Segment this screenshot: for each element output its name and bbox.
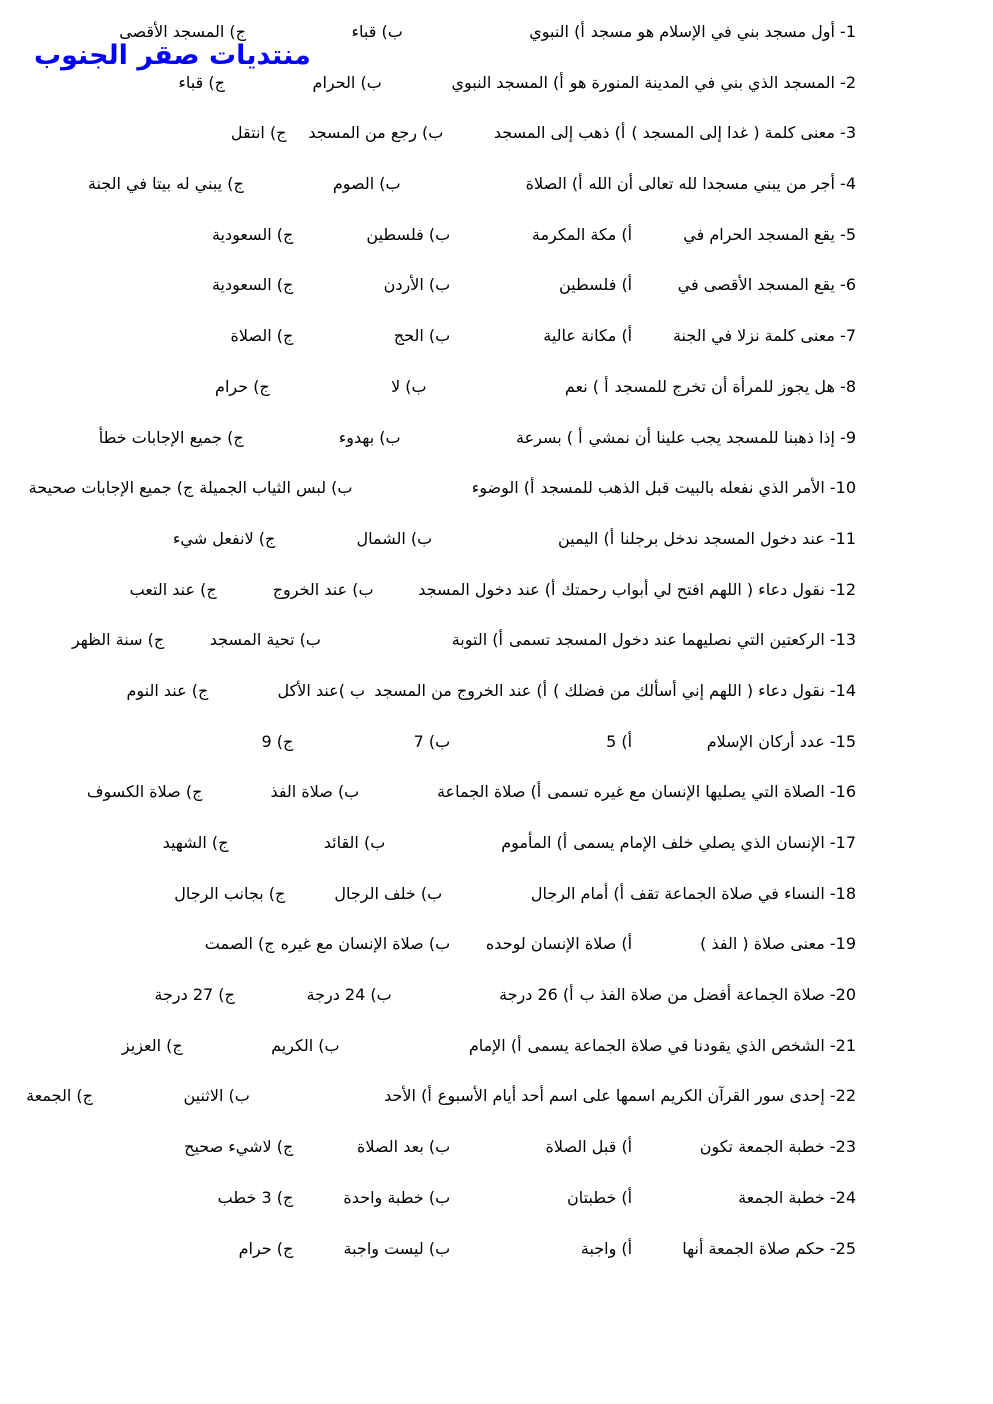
option-c: ج) صلاة الكسوف	[86, 782, 203, 802]
option-b: ب) لبس الثياب الجميلة	[199, 478, 353, 498]
option-b: ب) 7	[413, 731, 451, 751]
option-c: ج) لاشيء صحيح	[184, 1137, 294, 1157]
option-c: ج) المسجد الأقصى	[119, 22, 246, 41]
question-row	[18, 579, 856, 630]
option-a: أ) النبوي	[529, 22, 585, 41]
option-c: ج) 3 خطب	[217, 1187, 294, 1207]
option-b: ب) الكريم	[271, 1035, 340, 1055]
option-c: ج) السعودية	[211, 224, 294, 244]
option-a: أ) اليمين	[557, 528, 615, 548]
question-text: 10- الأمر الذي نفعله بالبيت قبل الذهب للمسجد	[540, 478, 856, 498]
option-a: أ) ذهب إلى المسجد	[493, 123, 626, 143]
question-row	[18, 477, 856, 528]
option-a: أ) خطبتان	[567, 1187, 633, 1207]
option-c: ج) يبني له بيتا في الجنة	[87, 174, 244, 194]
option-b: ب) لا	[391, 376, 427, 396]
option-a: أ) مكة المكرمة	[531, 224, 633, 244]
question-text: 13- الركعتين التي نصليهما عند دخول المسجد تسمى	[508, 630, 856, 650]
option-c: ج) بجانب الرجال	[174, 883, 286, 903]
option-a: أ) المأموم	[501, 833, 568, 852]
option-c: ج) لانفعل شيء	[172, 528, 276, 548]
question-text: 3- معنى كلمة ( غدا إلى المسجد )	[631, 123, 856, 143]
option-a: أ ) نعم	[564, 376, 609, 396]
option-b: ب) ليست واجبة	[343, 1238, 451, 1258]
question-text: 21- الشخص الذي يقودنا في صلاة الجماعة يسمى	[527, 1035, 856, 1055]
option-c: ج) انتقل	[230, 123, 287, 143]
option-c: ج) عند التعب	[129, 579, 217, 599]
option-a: أ) صلاة الإنسان لوحده	[485, 934, 633, 954]
option-b: ب )عند الأكل	[277, 680, 366, 700]
option-b: ب) الاثنين	[183, 1086, 250, 1106]
question-row	[18, 427, 856, 478]
question-row	[18, 274, 856, 325]
question-text: 1- أول مسجد بني في الإسلام هو مسجد	[590, 22, 856, 41]
question-row	[18, 984, 856, 1035]
question-text: 9- إذا ذهبنا للمسجد يجب علينا أن نمشي	[588, 427, 856, 447]
question-row	[18, 731, 856, 782]
option-a: أ ) بسرعة	[515, 427, 583, 447]
option-b: ب) بهدوء	[338, 427, 401, 447]
question-text: 17- الإنسان الذي يصلي خلف الإمام يسمى	[573, 833, 856, 852]
option-c: ج) 27 درجة	[154, 985, 235, 1005]
option-a: أ) عند دخول المسجد	[418, 579, 556, 599]
question-row	[18, 680, 856, 731]
question-text: 18- النساء في صلاة الجماعة تقف	[630, 883, 856, 903]
option-c: ج) السعودية	[211, 275, 294, 295]
question-row	[18, 528, 856, 579]
option-a: أ) واجبة	[580, 1238, 633, 1258]
option-c: ج) 9	[261, 731, 294, 751]
option-c: ج) عند النوم	[126, 680, 209, 700]
option-b: ب) صلاة الإنسان مع غيره	[280, 934, 451, 954]
question-row	[18, 1035, 856, 1086]
option-b: ب) تحية المسجد	[209, 630, 321, 650]
option-a: أ) الإمام	[468, 1035, 522, 1055]
question-text: 20- صلاة الجماعة أفضل من صلاة الفذ ب	[579, 985, 856, 1005]
option-a: أ) الصلاة	[525, 174, 583, 194]
option-b: ب) الحرام	[312, 72, 382, 92]
question-text: 19- معنى صلاة ( الفذ )	[700, 934, 856, 954]
option-a: أ) عند الخروج من المسجد	[374, 680, 548, 700]
option-c: ج) جميع الإجابات خطأ	[98, 427, 244, 447]
question-text: 23- خطبة الجمعة تكون	[699, 1137, 856, 1157]
question-text: 24- خطبة الجمعة	[738, 1187, 856, 1207]
option-a: أ) المسجد النبوي	[451, 72, 564, 92]
question-row	[18, 1238, 856, 1289]
question-row	[18, 173, 856, 224]
option-b: ب) الصوم	[332, 174, 401, 194]
option-a: أ) 5	[606, 731, 633, 751]
option-b: ب) قباء	[351, 22, 403, 41]
question-text: 22- إحدى سور القرآن الكريم اسمها على اسم أحد أيام الأسبوع	[437, 1086, 856, 1106]
question-text: 5- يقع المسجد الحرام في	[683, 224, 856, 244]
option-a: أ) التوبة	[451, 630, 503, 650]
option-c: ج) حرام	[238, 1238, 294, 1258]
option-b: ب) فلسطين	[366, 224, 451, 244]
question-text: 25- حكم صلاة الجمعة أنها	[682, 1238, 856, 1258]
option-b: ب) الحج	[393, 326, 451, 346]
question-text: 12- نقول دعاء ( اللهم افتح لي أبواب رحمتك	[561, 579, 856, 599]
option-b: ب) بعد الصلاة	[356, 1137, 451, 1157]
option-a: أ) صلاة الجماعة	[436, 782, 542, 802]
question-row	[18, 933, 856, 984]
question-text: 8- هل يجوز للمرأة أن تخرج للمسجد	[614, 376, 856, 396]
option-c: ج) قباء	[178, 72, 225, 92]
option-b: ب) الأردن	[383, 275, 451, 295]
option-a: أ) فلسطين	[559, 275, 633, 295]
option-b: ب) القائد	[323, 833, 386, 852]
question-text: 16- الصلاة التي يصليها الإنسان مع غيره تسمى	[547, 782, 856, 802]
option-b: ب) الشمال	[356, 528, 433, 548]
option-a: أ) أمام الرجال	[530, 883, 625, 903]
question-row	[18, 122, 856, 173]
option-c: ج) الجمعة	[26, 1086, 93, 1106]
question-row	[18, 832, 856, 883]
question-row	[18, 224, 856, 275]
option-a: أ) مكانة عالية	[543, 326, 633, 346]
option-a: أ) الوضوء	[471, 478, 535, 498]
question-row	[18, 883, 856, 934]
question-text: 15- عدد أركان الإسلام	[706, 731, 856, 751]
option-b: ب) صلاة الفذ	[270, 782, 360, 802]
option-b: ب) خلف الرجال	[334, 883, 443, 903]
option-a: أ) الأحد	[384, 1086, 432, 1106]
forum-watermark: منتديات صقر الجنوب	[34, 40, 311, 71]
question-row	[18, 325, 856, 376]
question-row	[18, 1187, 856, 1238]
question-row	[18, 629, 856, 680]
question-row	[18, 1136, 856, 1187]
option-b: ب) 24 درجة	[306, 985, 392, 1005]
question-text: 2- المسجد الذي بني في المدينة المنورة هو	[569, 72, 856, 92]
option-c: ج) العزيز	[121, 1035, 183, 1055]
option-c: ج) حرام	[215, 376, 270, 396]
question-row	[18, 72, 856, 123]
question-row	[18, 781, 856, 832]
question-text: 14- نقول دعاء ( اللهم إني أسألك من فضلك )	[553, 680, 856, 700]
option-b: ب) رجع من المسجد	[308, 123, 444, 143]
option-a: أ) 26 درجة	[499, 985, 574, 1005]
option-c: ج) الصلاة	[230, 326, 294, 346]
option-a: أ) قبل الصلاة	[545, 1137, 633, 1157]
option-c: ج) جميع الإجابات صحيحة	[28, 478, 194, 498]
question-text: 7- معنى كلمة نزلا في الجنة	[672, 326, 856, 346]
question-text: 11- عند دخول المسجد ندخل برجلنا	[620, 528, 856, 548]
option-c: ج) سنة الظهر	[71, 630, 165, 650]
option-b: ب) خطبة واحدة	[343, 1187, 451, 1207]
question-text: 4- أجر من يبني مسجدا لله تعالى أن الله	[588, 174, 856, 194]
option-b: ب) عند الخروج	[272, 579, 374, 599]
question-row	[18, 376, 856, 427]
option-c: ج) الشهيد	[162, 833, 229, 852]
question-row	[18, 1085, 856, 1136]
option-c: ج) الصمت	[204, 934, 275, 954]
question-text: 6- يقع المسجد الأقصى في	[677, 275, 856, 295]
